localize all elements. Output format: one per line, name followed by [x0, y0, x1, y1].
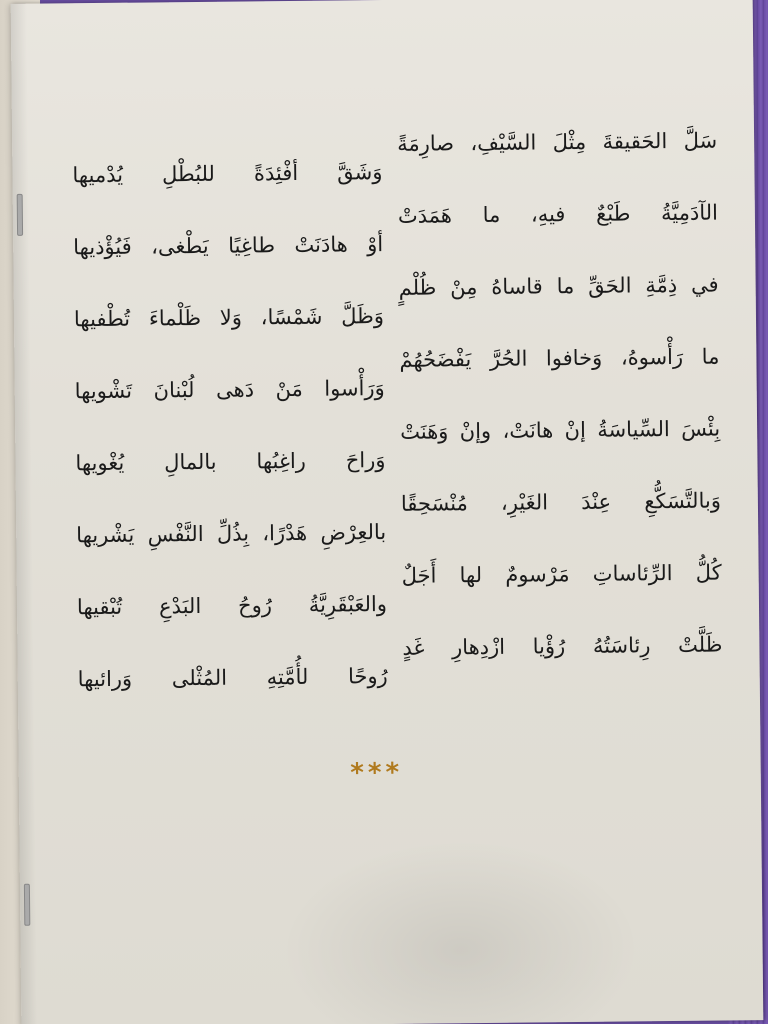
- verse-6-second-hemistich: بالعِرْضِ هَدْرًا، بِذُلِّ النَّفْسِ يَشْريها: [76, 520, 387, 548]
- verse-1: [52, 107, 718, 186]
- verse-1-first-hemistich: سَلَّ الحَقيقةَ مِثْلَ السَّيْفِ، صارِمَةً: [397, 128, 718, 156]
- staple-bottom: [24, 884, 30, 926]
- verse-3: [53, 251, 719, 330]
- phone-shadow: [279, 837, 641, 1024]
- verse-7: [56, 539, 722, 618]
- verse-8: [57, 610, 723, 692]
- verse-6-first-hemistich: وَبالتَّسَكُّعِ عِنْدَ الغَيْرِ، مُنْسَحِقًا: [400, 488, 722, 516]
- verse-1-second-hemistich: وَشَقَّ أفْئِدَةً للبُطْلِ يُدْميها: [72, 160, 383, 188]
- verse-5-second-hemistich: وَراحَ راغِبُها بالمالِ يُغْويها: [75, 448, 386, 476]
- verse-3-first-hemistich: في ذِمَّةِ الحَقِّ ما قاساهُ مِنْ ظُلْمٍ: [398, 272, 719, 300]
- poem: [52, 107, 723, 690]
- verse-2-second-hemistich: أوْ هادَنَتْ طاغِيًا يَطْغى، فَيُؤْذيها: [73, 232, 384, 260]
- verse-4-first-hemistich: ما رَأْسوهُ، وَخافوا الحُرَّ يَفْضَحُهُمْ: [399, 344, 720, 372]
- verse-2: [53, 179, 719, 258]
- verse-4-second-hemistich: وَرَأْسوا مَنْ دَهى لُبْنانَ تَشْويها: [74, 376, 385, 404]
- section-separator-stars: ***: [350, 757, 404, 789]
- verse-7-first-hemistich: كُلُّ الرِّئاساتِ مَرْسومٌ لها أَجَلٌ: [401, 560, 722, 588]
- verse-4: [54, 323, 720, 402]
- verse-5-first-hemistich: بِئْسَ السِّياسَةُ إنْ هانَتْ، وإنْ وَهَنَتْ: [400, 416, 721, 444]
- verse-6: [56, 467, 722, 546]
- verse-3-second-hemistich: وَظَلَّ شَمْسًا، وَلا ظَلْماءَ تُطْفيها: [73, 304, 385, 332]
- verse-5: [55, 395, 721, 474]
- verse-8-second-hemistich: رُوحًا لأُمَّتِهِ المُثْلى وَرائيها: [77, 664, 388, 692]
- verse-8-first-hemistich: ظَلَّتْ رِئاسَتُهُ رُؤْيا ازْدِهارِ غَدٍ: [402, 632, 723, 660]
- book-page: [11, 0, 764, 1024]
- staple-top: [17, 194, 23, 236]
- verse-2-first-hemistich: الآدَمِيَّةُ طَبْعٌ فيهِ، ما هَمَدَتْ: [397, 200, 719, 228]
- verse-7-second-hemistich: والعَبْقَرِيَّةُ رُوحُ البَدْعِ تُبْقيها: [76, 592, 388, 620]
